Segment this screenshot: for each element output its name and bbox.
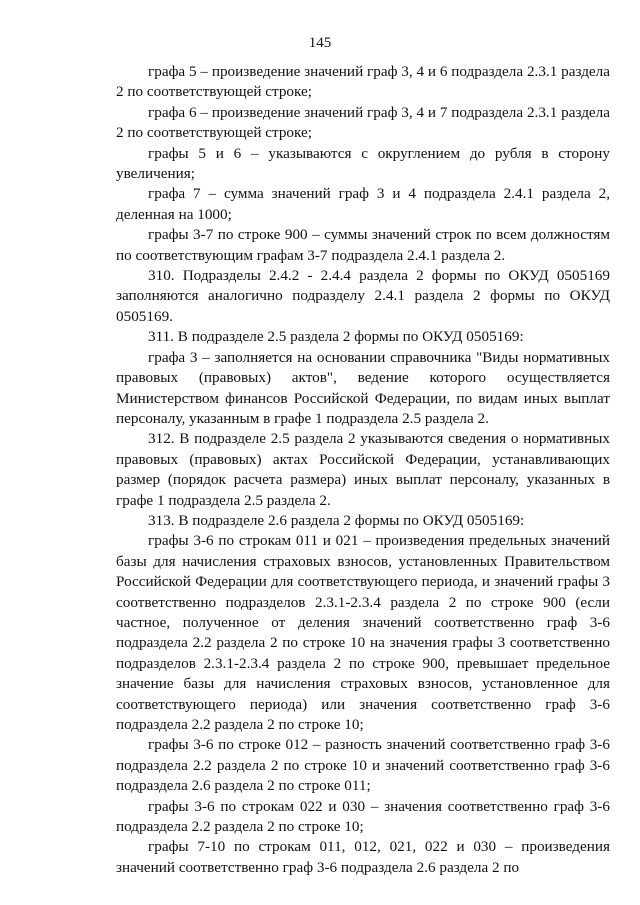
paragraph-313: 313. В подразделе 2.6 раздела 2 формы по ОКУД 0505169: bbox=[148, 511, 525, 529]
document-body bbox=[116, 62, 610, 878]
paragraph-312: 312. В подразделе 2.5 раздела 2 указываются сведения о нормативных правовых (правовых) актах Российской Федерации, устанавливающих размер (порядок расчета размера) иных выплат персоналу, указанных в графе 1 подраздела 2.5 раздела 2. bbox=[116, 430, 610, 509]
paragraph-grafy-3-7-line-900: графы 3-7 по строке 900 – суммы значений строк по всем должностям по соответствующим графам 3-7 подраздела 2.4.1 раздела 2. bbox=[116, 226, 610, 264]
paragraph-grafy-5-6-rounding: графы 5 и 6 – указываются с округлением до рубля в сторону увеличения; bbox=[116, 144, 610, 183]
paragraph-grafa-6: графа 6 – произведение значений граф 3, 4 и 7 подраздела 2.3.1 раздела 2 по соответствующей строке; bbox=[116, 103, 610, 142]
paragraph-313-line-012: графы 3-6 по строке 012 – разность значений соответственно граф 3-6 подраздела 2.2 раздела 2 по строке 10 и значений соответственно граф 3-6 подраздела 2.6 раздела 2 по строке 011; bbox=[116, 736, 610, 795]
paragraph-313-lines-022-030: графы 3-6 по строкам 022 и 030 – значения соответственно граф 3-6 подраздела 2.2 раздела 2 по строке 10; bbox=[116, 797, 610, 836]
paragraph-313-grafy-7-10: графы 7-10 по строкам 011, 012, 021, 022 и 030 – произведения значений соответственно граф 3-6 подраздела 2.6 раздела 2 по bbox=[116, 838, 610, 876]
paragraph-313-lines-011-021: графы 3-6 по строкам 011 и 021 – произведения предельных значений базы для начисления страховых взносов, установленных Правительством Российской Федерации для соответствующего периода, и значений графы 3 соответственно подразделов 2.3.1-2.3.4 раздела 2 по строке 900 (если частное, полученное от деления значений соответственно граф 3-6 подраздела 2.2 раздела 2 по строке 10 на значения графы 3 соответственно подразделов 2.3.1-2.3.4 раздела 2 по строке 900, превышает предельное значение базы для начисления страховых взносов, установленное для соответствующего периода) или значения соответственно граф 3-6 подраздела 2.2 раздела 2 по строке 10; bbox=[116, 532, 610, 733]
paragraph-311-grafa-3: графа 3 – заполняется на основании справочника "Виды нормативных правовых (правовых) актов", ведение которого осуществляется Министерством финансов Российской Федерации, по видам иных выплат персоналу, указанным в графе 1 подраздела 2.5 раздела 2. bbox=[116, 348, 610, 427]
paragraph-grafa-7: графа 7 – сумма значений граф 3 и 4 подраздела 2.4.1 раздела 2, деленная на 1000; bbox=[116, 185, 610, 223]
paragraph-311: 311. В подразделе 2.5 раздела 2 формы по ОКУД 0505169: bbox=[148, 328, 524, 346]
page-number: 145 bbox=[308, 35, 332, 51]
paragraph-grafa-5: графа 5 – произведение значений граф 3, 4 и 6 подраздела 2.3.1 раздела 2 по соответствующей строке; bbox=[116, 63, 610, 101]
paragraph-310: 310. Подразделы 2.4.2 - 2.4.4 раздела 2 формы по ОКУД 0505169 заполняются аналогично подразделу 2.4.1 раздела 2 формы по ОКУД 0505169. bbox=[116, 267, 610, 325]
